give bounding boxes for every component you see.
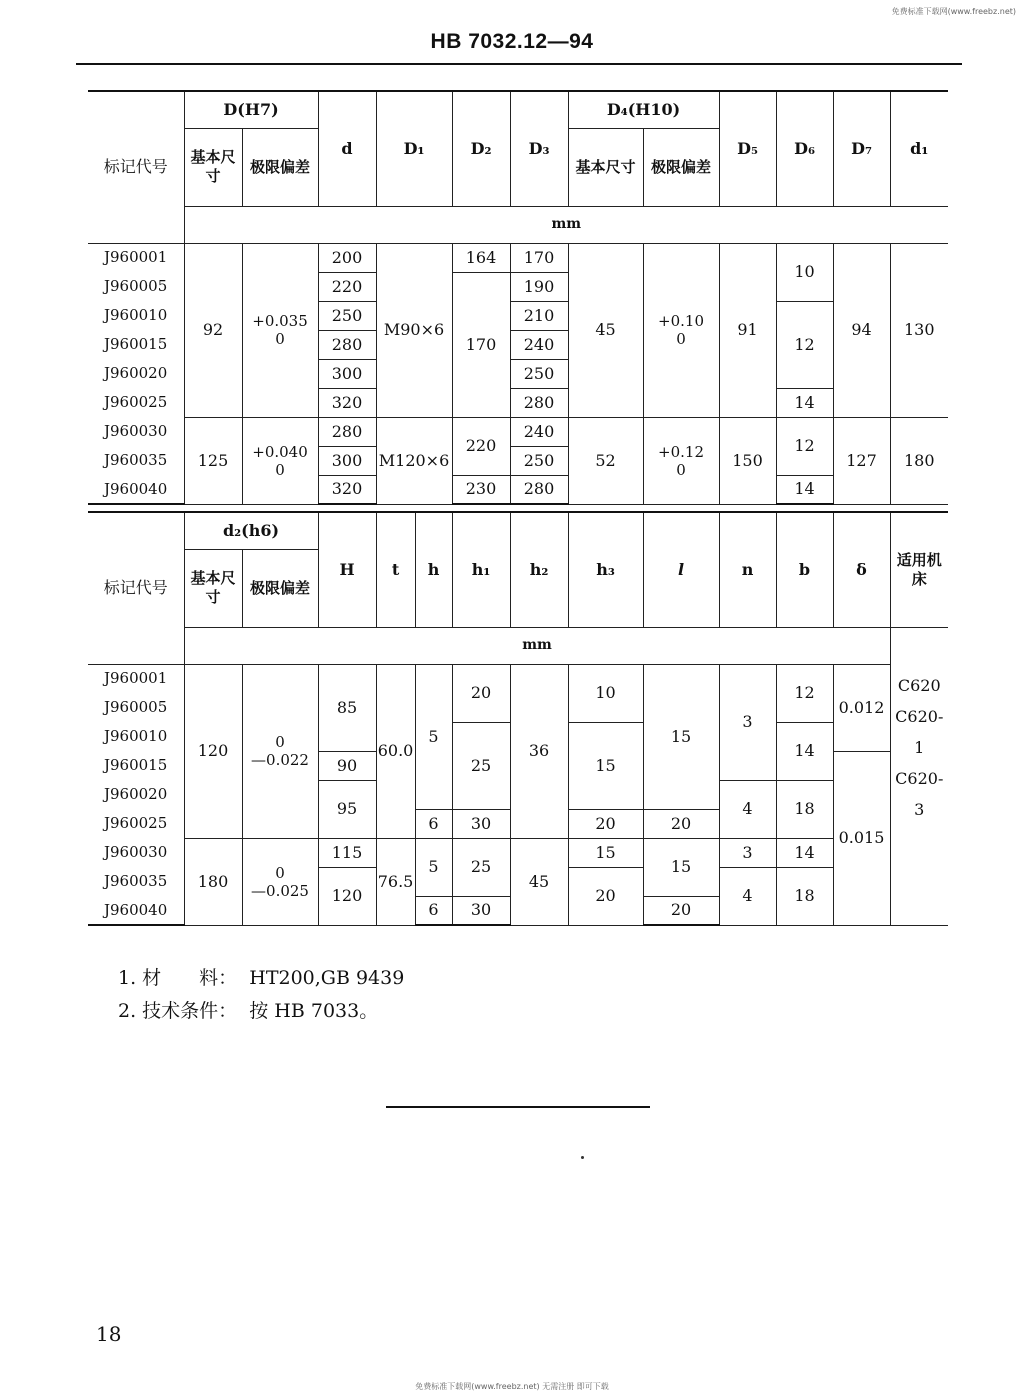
header-D2: D₂ (452, 91, 510, 206)
top-watermark: 免费标准下载网(www.freebz.net) (891, 7, 1016, 16)
mark-code: J960015 (88, 751, 184, 780)
mark-code: J960015 (88, 330, 184, 359)
b-value: 18 (776, 780, 833, 838)
mark-code: J960005 (88, 693, 184, 722)
h3-value: 15 (568, 838, 643, 867)
header-delta: δ (833, 512, 890, 627)
D3-value: 280 (510, 388, 568, 417)
H-value: 90 (318, 751, 376, 780)
header-machine: 适用机床 (890, 512, 948, 627)
mark-code: J960005 (88, 272, 184, 301)
header-base-size: 基本尺寸 (568, 128, 643, 206)
D3-value: 250 (510, 446, 568, 475)
h2-value: 36 (510, 664, 568, 838)
D6-value: 12 (776, 301, 833, 388)
h1-value: 30 (452, 809, 510, 838)
note-material: 1. 材 料： HT200,GB 9439 (118, 967, 405, 989)
h1-value: 25 (452, 838, 510, 896)
D1-value: M90×6 (376, 243, 452, 417)
D2-value: 164 (452, 243, 510, 272)
D4-tolerance: +0.12 0 (643, 417, 719, 504)
mark-code: J960010 (88, 301, 184, 330)
header-D5: D₅ (719, 91, 776, 206)
header-D6: D₆ (776, 91, 833, 206)
D5-value: 91 (719, 243, 776, 417)
D3-value: 280 (510, 475, 568, 504)
mark-code: J960025 (88, 809, 184, 838)
H-value: 95 (318, 780, 376, 838)
H-value: 85 (318, 664, 376, 751)
b-value: 14 (776, 722, 833, 780)
t-value: 60.0 (376, 664, 415, 838)
mark-code: J960040 (88, 475, 184, 504)
D-base-size: 125 (184, 417, 242, 504)
H-value: 115 (318, 838, 376, 867)
header-d1: d₁ (890, 91, 948, 206)
d-value: 300 (318, 446, 376, 475)
header-d2-h6: d₂(h6) (184, 512, 318, 549)
mark-code: J960010 (88, 722, 184, 751)
D4-base-size: 52 (568, 417, 643, 504)
D3-value: 210 (510, 301, 568, 330)
b-value: 18 (776, 867, 833, 925)
header-mark-code: 标记代号 (88, 512, 184, 664)
D6-value: 14 (776, 475, 833, 504)
D3-value: 240 (510, 330, 568, 359)
H-value: 120 (318, 867, 376, 925)
h-value: 6 (415, 809, 452, 838)
d-value: 220 (318, 272, 376, 301)
D-tolerance: +0.035 0 (242, 243, 318, 417)
document-code: HB 7032.12—94 (430, 30, 594, 53)
b-value: 14 (776, 838, 833, 867)
header-h: h (415, 512, 452, 627)
D2-value: 230 (452, 475, 510, 504)
D6-value: 12 (776, 417, 833, 475)
D4-tolerance: +0.10 0 (643, 243, 719, 417)
delta-value: 0.015 (833, 751, 890, 925)
delta-value: 0.012 (833, 664, 890, 751)
d1-value: 180 (890, 417, 948, 504)
d-value: 300 (318, 359, 376, 388)
h-value: 5 (415, 664, 452, 809)
D-tolerance: +0.040 0 (242, 417, 318, 504)
D6-value: 10 (776, 243, 833, 301)
l-value: 20 (643, 896, 719, 925)
mark-code: J960030 (88, 417, 184, 446)
h-value: 6 (415, 896, 452, 925)
header-D-h7: D(H7) (184, 91, 318, 128)
d2-tolerance: 0 —0.022 (242, 664, 318, 838)
mark-code: J960001 (88, 664, 184, 693)
D3-value: 190 (510, 272, 568, 301)
h1-value: 30 (452, 896, 510, 925)
d-value: 200 (318, 243, 376, 272)
header-limit-deviation: 极限偏差 (643, 128, 719, 206)
D3-value: 170 (510, 243, 568, 272)
h3-value: 20 (568, 867, 643, 925)
page-number: 18 (96, 1322, 122, 1346)
header-h1: h₁ (452, 512, 510, 627)
applicable-machines (890, 627, 948, 925)
l-value: 15 (643, 664, 719, 809)
D3-value: 250 (510, 359, 568, 388)
b-value: 12 (776, 664, 833, 722)
D1-value: M120×6 (376, 417, 452, 504)
machine-item: C620-1 (895, 706, 944, 757)
machine-item: C620 (897, 675, 941, 695)
h1-value: 20 (452, 664, 510, 722)
h2-value: 45 (510, 838, 568, 925)
n-value: 3 (719, 838, 776, 867)
h-value: 5 (415, 838, 452, 896)
h3-value: 10 (568, 664, 643, 722)
d2-base-size: 180 (184, 838, 242, 925)
D5-value: 150 (719, 417, 776, 504)
d-value: 280 (318, 330, 376, 359)
mark-code: J960025 (88, 388, 184, 417)
mark-code: J960040 (88, 896, 184, 925)
D2-value: 170 (452, 272, 510, 417)
h3-value: 15 (568, 722, 643, 809)
n-value: 4 (719, 780, 776, 838)
D3-value: 240 (510, 417, 568, 446)
d-value: 320 (318, 475, 376, 504)
h3-value: 20 (568, 809, 643, 838)
D6-value: 14 (776, 388, 833, 417)
mark-code: J960030 (88, 838, 184, 867)
l-value: 15 (643, 838, 719, 896)
dimension-table-1 (88, 90, 948, 505)
note-technical-conditions: 2. 技术条件： 按 HB 7033。 (118, 1000, 379, 1022)
header-D7: D₇ (833, 91, 890, 206)
header-H: H (318, 512, 376, 627)
bottom-watermark: 免费标准下载网(www.freebz.net) 无需注册 即可下载 (415, 1382, 609, 1391)
header-base-size: 基本尺寸 (184, 549, 242, 627)
dimension-table-2 (88, 511, 948, 926)
h1-value: 25 (452, 722, 510, 809)
d2-base-size: 120 (184, 664, 242, 838)
t-value: 76.5 (376, 838, 415, 925)
D7-value: 127 (833, 417, 890, 504)
header-base-size: 基本尺寸 (184, 128, 242, 206)
header-limit-deviation: 极限偏差 (242, 549, 318, 627)
d2-tolerance: 0 —0.025 (242, 838, 318, 925)
D-base-size: 92 (184, 243, 242, 417)
n-value: 4 (719, 867, 776, 925)
mark-code: J960001 (88, 243, 184, 272)
notes (118, 962, 404, 1028)
D4-base-size: 45 (568, 243, 643, 417)
header-D1: D₁ (376, 91, 452, 206)
unit-label: mm (184, 206, 948, 243)
d1-value: 130 (890, 243, 948, 417)
header-h2: h₂ (510, 512, 568, 627)
header-D3: D₃ (510, 91, 568, 206)
header-limit-deviation: 极限偏差 (242, 128, 318, 206)
header-b: b (776, 512, 833, 627)
machine-item: C620-3 (895, 768, 944, 819)
mark-code: J960035 (88, 867, 184, 896)
header-d: d (318, 91, 376, 206)
header-rule (76, 63, 962, 65)
header-D4-h10: D₄(H10) (568, 91, 719, 128)
D2-value: 220 (452, 417, 510, 475)
mark-code: J960020 (88, 780, 184, 809)
n-value: 3 (719, 664, 776, 780)
end-rule (386, 1106, 650, 1108)
header-t: t (376, 512, 415, 627)
header-mark-code: 标记代号 (88, 91, 184, 243)
header-l: l (643, 512, 719, 627)
D7-value: 94 (833, 243, 890, 417)
unit-label: mm (184, 627, 890, 664)
mark-code: J960035 (88, 446, 184, 475)
header-h3: h₃ (568, 512, 643, 627)
l-value: 20 (643, 809, 719, 838)
header-n: n (719, 512, 776, 627)
d-value: 320 (318, 388, 376, 417)
mark-code: J960020 (88, 359, 184, 388)
d-value: 250 (318, 301, 376, 330)
stray-dot (581, 1156, 584, 1159)
d-value: 280 (318, 417, 376, 446)
